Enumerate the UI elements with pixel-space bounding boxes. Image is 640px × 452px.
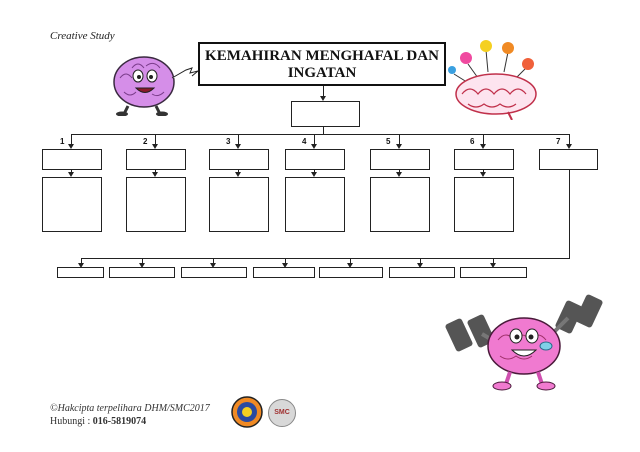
branch-4-content-box[interactable]	[285, 177, 345, 232]
branch-4-heading-box[interactable]	[285, 149, 345, 170]
bottom-box-1[interactable]	[57, 267, 104, 278]
copyright-text: ©Hakcipta terpelihara DHM/SMC2017	[50, 403, 210, 414]
branch-number-4: 4	[302, 137, 307, 146]
branch-6-content-box[interactable]	[454, 177, 514, 232]
branch-2-heading-box[interactable]	[126, 149, 186, 170]
brand-label: Creative Study	[50, 30, 115, 42]
branch-number-6: 6	[470, 137, 475, 146]
brain-lightbulbs-icon	[448, 38, 544, 120]
branch-number-2: 2	[143, 137, 148, 146]
school-logo-icon	[231, 396, 263, 428]
branch-3-content-box[interactable]	[209, 177, 269, 232]
central-box[interactable]	[291, 101, 360, 127]
branch-number-7: 7	[556, 137, 561, 146]
branch-number-3: 3	[226, 137, 231, 146]
branch-1-content-box[interactable]	[42, 177, 102, 232]
page-title: KEMAHIRAN MENGHAFAL DAN INGATAN	[198, 42, 446, 86]
branch-1-heading-box[interactable]	[42, 149, 102, 170]
contact-line	[50, 416, 146, 427]
branch-number-1: 1	[60, 137, 65, 146]
bottom-box-2[interactable]	[109, 267, 175, 278]
branch-3-heading-box[interactable]	[209, 149, 269, 170]
branch-number-5: 5	[386, 137, 391, 146]
smc-logo: SMC	[268, 399, 296, 427]
bottom-box-4[interactable]	[253, 267, 315, 278]
bottom-box-6[interactable]	[389, 267, 455, 278]
bottom-box-5[interactable]	[319, 267, 383, 278]
branch-7-heading-box[interactable]	[539, 149, 598, 170]
bottom-box-7[interactable]	[460, 267, 527, 278]
contact-phone: 016-5819074	[92, 416, 147, 427]
branch-6-heading-box[interactable]	[454, 149, 514, 170]
contact-label: Hubungi :	[50, 416, 91, 427]
branch-2-content-box[interactable]	[126, 177, 186, 232]
branch-5-content-box[interactable]	[370, 177, 430, 232]
brain-dumbbells-icon	[442, 294, 606, 396]
bottom-box-3[interactable]	[181, 267, 247, 278]
branch-5-heading-box[interactable]	[370, 149, 430, 170]
brain-mascot-pointing-icon	[106, 48, 206, 116]
